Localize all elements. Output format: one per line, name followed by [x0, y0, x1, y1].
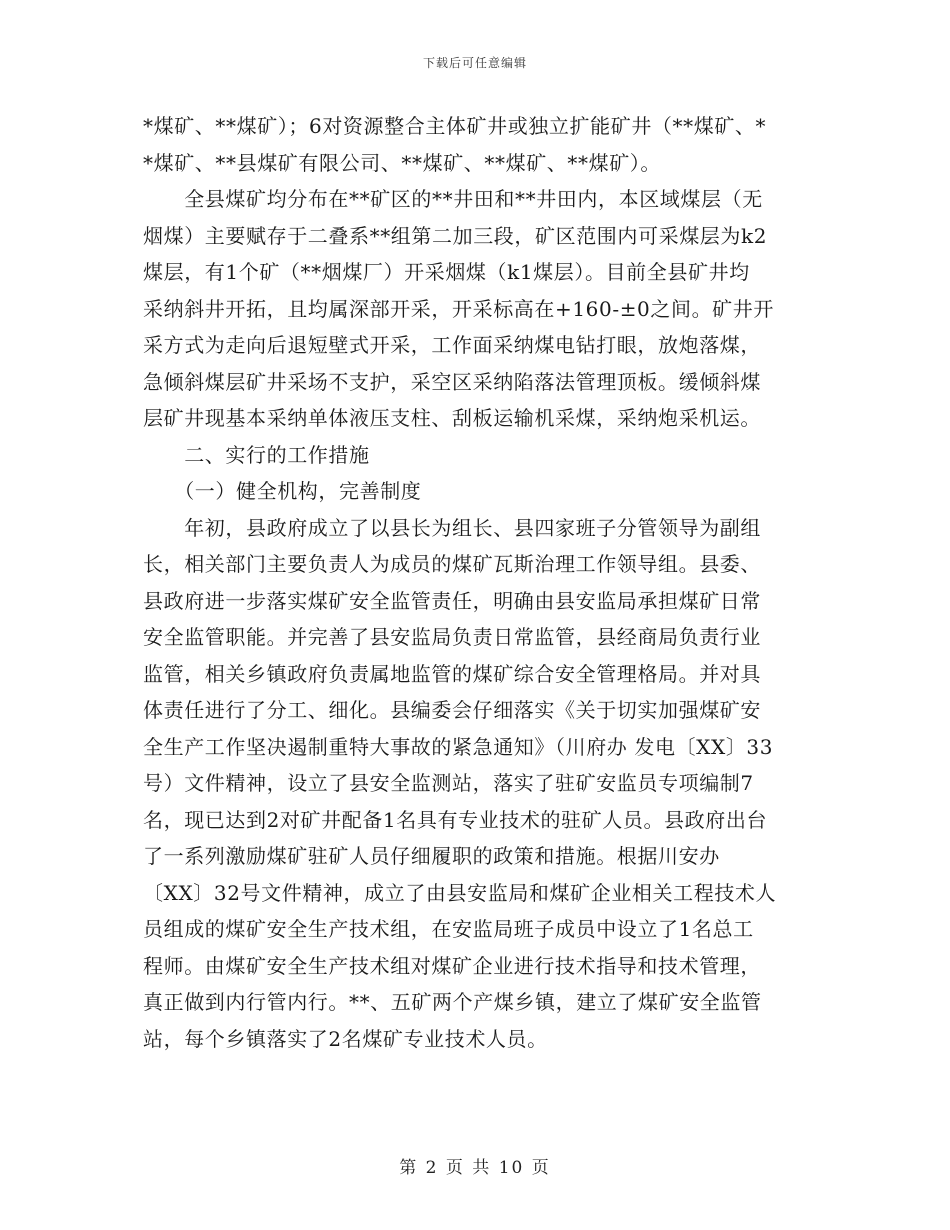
text-line: 名，现已达到2对矿井配备1名具有专业技术的驻矿人员。县政府出台	[143, 807, 768, 832]
subsection-heading: （一）健全机构，完善制度	[143, 479, 422, 503]
section-heading: 二、实行的工作措施	[143, 442, 370, 467]
text-line: 站，每个乡镇落实了2名煤矿专业技术人员。	[143, 1026, 548, 1051]
text-line: 全县煤矿均分布在**矿区的**井田和**井田内，本区域煤层（无	[143, 187, 763, 211]
text-line: 采方式为走向后退短壁式开采，工作面采纳煤电钻打眼，放炮落煤，	[143, 333, 761, 357]
text-line: 长，相关部门主要负责人为成员的煤矿瓦斯治理工作领导组。县委、	[143, 552, 761, 576]
text-line: 安全监管职能。并完善了县安监局负责日常监管，县经商局负责行业	[143, 625, 761, 649]
text-line: 全生产工作坚决遏制重特大事故的紧急通知》（川府办 发电〔XX〕33	[143, 734, 774, 759]
text-line: 监管，相关乡镇政府负责属地监管的煤矿综合安全管理格局。并对具	[143, 661, 761, 686]
text-line: 层矿井现基本采纳单体液压支柱、刮板运输机采煤，采纳炮采机运。	[143, 406, 761, 430]
text-line: 急倾斜煤层矿井采场不支护，采空区采纳陷落法管理顶板。缓倾斜煤	[143, 369, 761, 394]
text-line: 体责任进行了分工、细化。县编委会仔细落实《关于切实加强煤矿安	[143, 698, 761, 722]
text-line: 程师。由煤矿安全生产技术组对煤矿企业进行技术指导和技术管理，	[143, 953, 761, 978]
text-line: *煤矿、**县煤矿有限公司、**煤矿、**煤矿、**煤矿）。	[143, 150, 661, 175]
text-line: 采纳斜井开拓，且均属深部开采，开采标高在+160-±0之间。矿井开	[143, 296, 774, 321]
text-line: 县政府进一步落实煤矿安全监管责任，明确由县安监局承担煤矿日常	[143, 588, 761, 613]
text-line: *煤矿、**煤矿）；6对资源整合主体矿井或独立扩能矿井（**煤矿、*	[143, 114, 767, 138]
text-line: 真正做到内行管内行。**、五矿两个产煤乡镇，建立了煤矿安全监管	[143, 990, 762, 1014]
page-header-note: 下载后可任意编辑	[422, 56, 527, 70]
text-line: 号）文件精神，设立了县安全监测站，落实了驻矿安监员专项编制7	[143, 771, 754, 795]
document-body	[143, 108, 809, 1057]
page-number: 第 2 页 共 10 页	[399, 1158, 551, 1178]
text-line: 年初，县政府成立了以县长为组长、县四家班子分管领导为副组	[143, 515, 761, 540]
text-line: 〔XX〕32号文件精神，成立了由县安监局和煤矿企业相关工程技术人	[143, 880, 777, 905]
text-line: 员组成的煤矿安全生产技术组，在安监局班子成员中设立了1名总工	[143, 917, 754, 941]
text-line: 煤层，有1个矿（**烟煤厂）开采烟煤（k1煤层）。目前全县矿井均	[143, 260, 750, 284]
text-line: 了一系列激励煤矿驻矿人员仔细履职的政策和措施。根据川安办	[143, 844, 720, 868]
text-line: 烟煤）主要赋存于二叠系**组第二加三段，矿区范围内可采煤层为k2	[143, 223, 768, 248]
